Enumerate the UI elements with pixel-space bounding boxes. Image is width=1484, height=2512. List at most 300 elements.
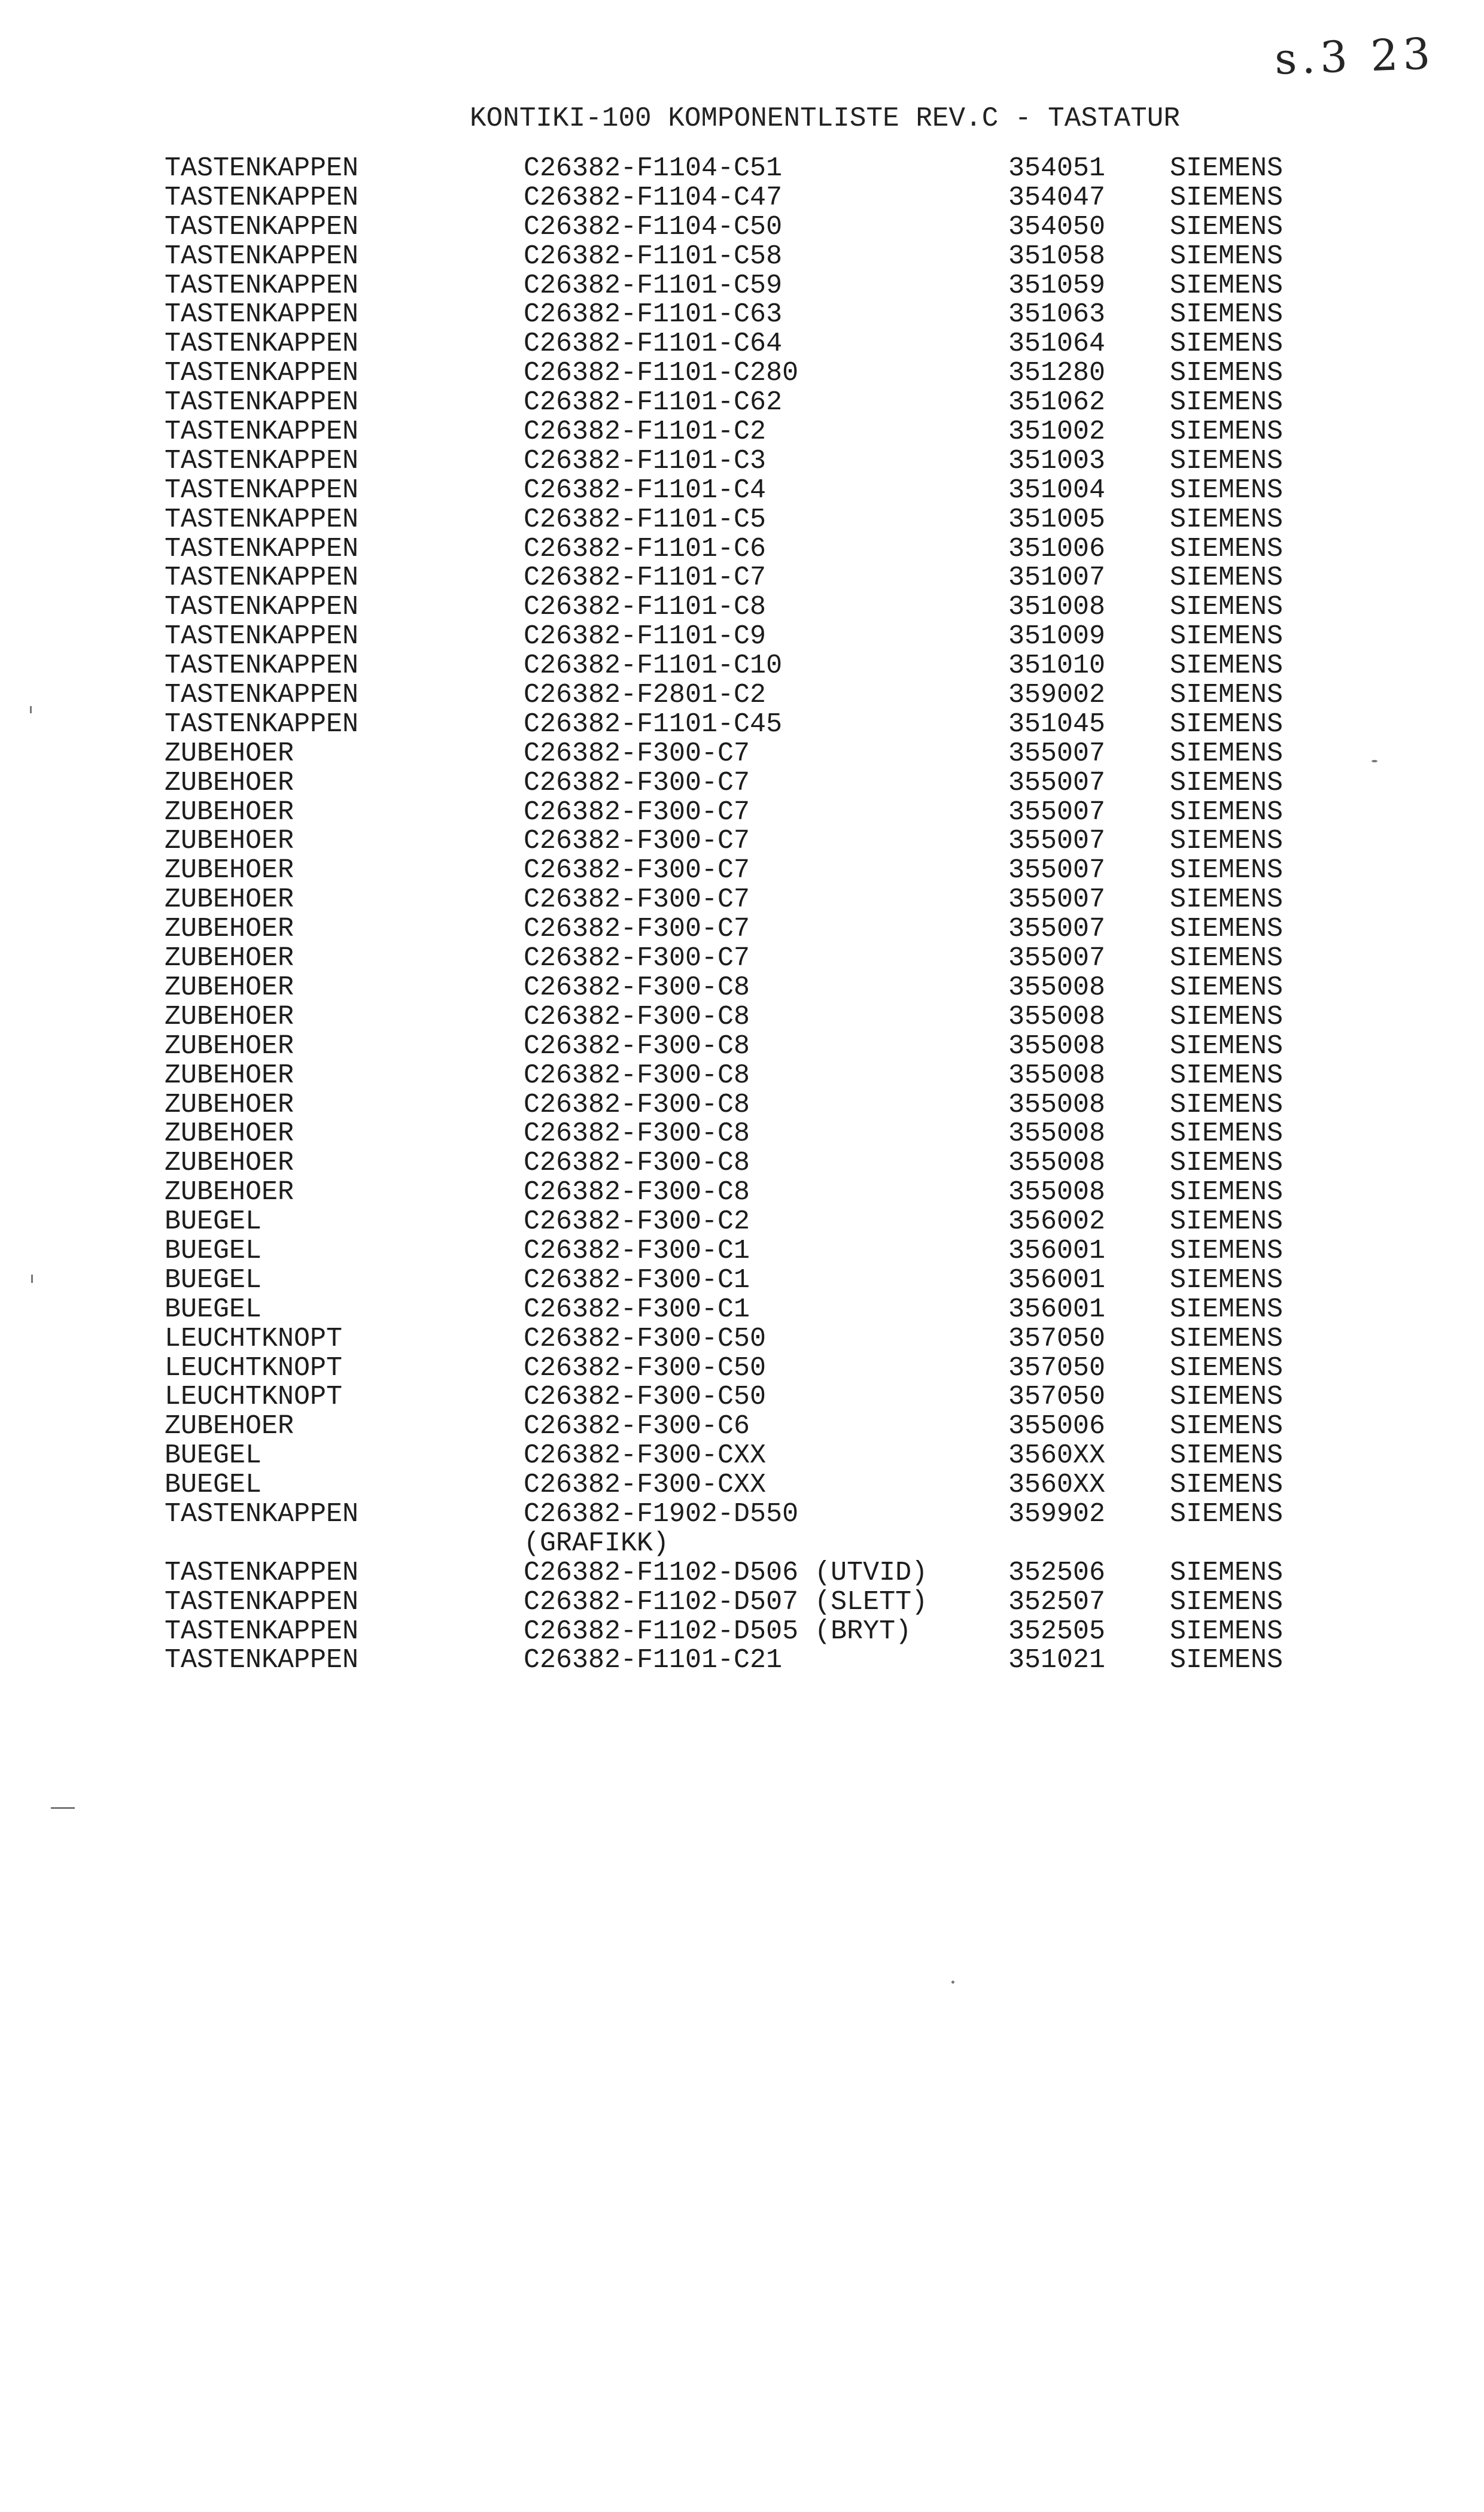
- table-row: [165, 1354, 1331, 1383]
- part-number: C26382-F1101-C5: [524, 504, 767, 535]
- table-row: [165, 1178, 1331, 1208]
- description-cell: TASTENKAPPEN: [165, 650, 359, 682]
- description-cell: TASTENKAPPEN: [165, 592, 359, 623]
- stock-number-cell: 355008: [1008, 1118, 1106, 1149]
- supplier-cell: SIEMENS: [1170, 1586, 1284, 1617]
- description-cell: ZUBEHOER: [165, 1411, 294, 1442]
- table-row: [165, 1471, 1331, 1500]
- part-number-cell: [524, 856, 750, 886]
- supplier-cell: SIEMENS: [1170, 972, 1284, 1003]
- part-number: C26382-F300-C7: [524, 767, 750, 798]
- table-row: [165, 154, 1331, 184]
- supplier-cell: SIEMENS: [1170, 855, 1284, 886]
- part-number: C26382-F300-CXX: [524, 1470, 767, 1501]
- part-number-cell: [524, 1383, 766, 1412]
- scan-speck: [31, 1275, 33, 1283]
- description-cell: TASTENKAPPEN: [165, 182, 359, 213]
- part-number-cell: [524, 184, 782, 213]
- part-number: C26382-F300-C1: [524, 1264, 750, 1295]
- table-row: [165, 827, 1331, 856]
- description-cell: TASTENKAPPEN: [165, 299, 359, 330]
- table-row: [165, 1062, 1331, 1091]
- description-cell: ZUBEHOER: [165, 1177, 294, 1208]
- part-number-cell: [524, 1032, 750, 1062]
- part-number: C26382-F1102-D505 (BRYT): [524, 1616, 912, 1647]
- part-number-cell: [524, 1441, 766, 1471]
- part-number: C26382-F300-C7: [524, 914, 750, 945]
- part-number-cell: [524, 915, 750, 944]
- stock-number-cell: 355007: [1008, 738, 1106, 769]
- supplier-cell: SIEMENS: [1170, 1616, 1284, 1647]
- part-number-cell: [524, 213, 782, 242]
- supplier-cell: SIEMENS: [1170, 1294, 1284, 1325]
- part-number-cell: [524, 1062, 750, 1091]
- description-cell: BUEGEL: [165, 1235, 262, 1266]
- supplier-cell: SIEMENS: [1170, 1411, 1284, 1442]
- description-cell: BUEGEL: [165, 1294, 262, 1325]
- supplier-cell: SIEMENS: [1170, 914, 1284, 945]
- stock-number-cell: 351004: [1008, 475, 1106, 506]
- part-number: C26382-F300-C7: [524, 826, 750, 857]
- part-number: C26382-F300-C50: [524, 1382, 767, 1413]
- table-row: [165, 1237, 1331, 1266]
- stock-number-cell: 3560XX: [1008, 1470, 1106, 1501]
- part-number: C26382-F300-C7: [524, 943, 750, 974]
- stock-number-cell: 355008: [1008, 1148, 1106, 1179]
- table-row: [165, 359, 1331, 388]
- part-number-cell: [524, 154, 782, 184]
- part-number: C26382-F2801-C2: [524, 680, 767, 711]
- description-cell: TASTENKAPPEN: [165, 416, 359, 448]
- stock-number-cell: 352505: [1008, 1616, 1106, 1647]
- part-number-cell: [524, 798, 750, 828]
- supplier-cell: SIEMENS: [1170, 153, 1284, 184]
- description-cell: TASTENKAPPEN: [165, 445, 359, 476]
- supplier-cell: SIEMENS: [1170, 1118, 1284, 1149]
- part-number-cell: [524, 1617, 911, 1647]
- part-number: C26382-F300-C8: [524, 1118, 750, 1149]
- table-row: [165, 330, 1331, 359]
- stock-number-cell: 355007: [1008, 767, 1106, 798]
- part-number-cell: [524, 506, 766, 535]
- description-cell: TASTENKAPPEN: [165, 533, 359, 564]
- supplier-cell: SIEMENS: [1170, 796, 1284, 828]
- description-cell: TASTENKAPPEN: [165, 708, 359, 740]
- stock-number-cell: 359002: [1008, 680, 1106, 711]
- description-cell: ZUBEHOER: [165, 914, 294, 945]
- part-number-cell: [524, 1325, 766, 1354]
- description-cell: LEUCHTKNOPT: [165, 1382, 343, 1413]
- description-cell: ZUBEHOER: [165, 943, 294, 974]
- description-cell: TASTENKAPPEN: [165, 621, 359, 652]
- table-row: [165, 447, 1331, 476]
- table-row: [165, 184, 1331, 213]
- supplier-cell: SIEMENS: [1170, 1030, 1284, 1062]
- part-number: C26382-F1101-C21: [524, 1645, 783, 1676]
- description-cell: TASTENKAPPEN: [165, 1498, 359, 1529]
- stock-number-cell: 356001: [1008, 1235, 1106, 1266]
- part-number-cell: [524, 418, 766, 447]
- part-number-cell: [524, 827, 750, 856]
- part-number: C26382-F1101-C6: [524, 533, 767, 564]
- table-row: [165, 1149, 1331, 1178]
- stock-number-cell: 351063: [1008, 299, 1106, 330]
- table-row: [165, 242, 1331, 272]
- table-row: [165, 272, 1331, 301]
- table-row: [165, 388, 1331, 418]
- supplier-cell: SIEMENS: [1170, 445, 1284, 476]
- part-number-cell: [524, 1559, 928, 1588]
- table-row: [165, 1588, 1331, 1617]
- supplier-cell: SIEMENS: [1170, 211, 1284, 242]
- part-number: C26382-F300-C8: [524, 1089, 750, 1120]
- table-row: [165, 1412, 1331, 1441]
- stock-number-cell: 351006: [1008, 533, 1106, 564]
- part-number: C26382-F300-C7: [524, 884, 750, 916]
- table-row: [165, 418, 1331, 447]
- supplier-cell: SIEMENS: [1170, 1645, 1284, 1676]
- scan-speck: [1372, 760, 1377, 762]
- part-number: C26382-F1101-C59: [524, 270, 783, 301]
- description-cell: ZUBEHOER: [165, 1060, 294, 1091]
- description-cell: ZUBEHOER: [165, 738, 294, 769]
- part-number: C26382-F1101-C2: [524, 416, 767, 448]
- supplier-cell: SIEMENS: [1170, 241, 1284, 272]
- stock-number-cell: 351059: [1008, 270, 1106, 301]
- description-cell: BUEGEL: [165, 1206, 262, 1237]
- table-row: [165, 213, 1331, 242]
- part-number: C26382-F300-C8: [524, 1030, 750, 1062]
- part-number: C26382-F300-CXX: [524, 1440, 767, 1471]
- part-number: C26382-F300-C6: [524, 1411, 750, 1442]
- table-row: [165, 593, 1331, 622]
- table-row: [165, 798, 1331, 828]
- stock-number-cell: 355008: [1008, 1060, 1106, 1091]
- part-number: C26382-F300-C2: [524, 1206, 750, 1237]
- table-row: [165, 1295, 1331, 1325]
- table-row: [165, 1208, 1331, 1237]
- supplier-cell: SIEMENS: [1170, 1557, 1284, 1588]
- description-cell: TASTENKAPPEN: [165, 562, 359, 594]
- supplier-cell: SIEMENS: [1170, 1352, 1284, 1383]
- table-row: [165, 944, 1331, 974]
- supplier-cell: SIEMENS: [1170, 1323, 1284, 1354]
- supplier-cell: SIEMENS: [1170, 1001, 1284, 1032]
- stock-number-cell: 355008: [1008, 1001, 1106, 1032]
- stock-number-cell: 354047: [1008, 182, 1106, 213]
- parts-table: [165, 154, 1331, 1675]
- part-number-cell: [524, 1149, 750, 1178]
- part-number-cell: [524, 1091, 750, 1120]
- table-row: [165, 476, 1331, 506]
- description-cell: ZUBEHOER: [165, 767, 294, 798]
- table-row: [165, 856, 1331, 886]
- stock-number-cell: 355007: [1008, 943, 1106, 974]
- table-row: [165, 1032, 1331, 1062]
- stock-number-cell: 355007: [1008, 914, 1106, 945]
- part-number-cell: [524, 886, 750, 915]
- table-row: [165, 1003, 1331, 1032]
- description-cell: TASTENKAPPEN: [165, 153, 359, 184]
- supplier-cell: SIEMENS: [1170, 826, 1284, 857]
- part-number: C26382-F1101-C63: [524, 299, 783, 330]
- supplier-cell: SIEMENS: [1170, 621, 1284, 652]
- supplier-cell: SIEMENS: [1170, 943, 1284, 974]
- part-number: C26382-F1104-C51: [524, 153, 783, 184]
- part-number: C26382-F1101-C64: [524, 329, 783, 360]
- part-number: C26382-F300-C7: [524, 796, 750, 828]
- part-number-cell: [524, 1178, 750, 1208]
- stock-number-cell: 355007: [1008, 826, 1106, 857]
- description-cell: TASTENKAPPEN: [165, 1557, 359, 1588]
- description-cell: ZUBEHOER: [165, 1118, 294, 1149]
- stock-number-cell: 354051: [1008, 153, 1106, 184]
- description-cell: ZUBEHOER: [165, 826, 294, 857]
- table-row: [165, 1646, 1331, 1675]
- part-number-cell: [524, 1471, 766, 1500]
- part-number: C26382-F1101-C9: [524, 621, 767, 652]
- part-number-note: (GRAFIKK): [524, 1528, 670, 1559]
- part-number-cell: [524, 652, 782, 681]
- description-cell: TASTENKAPPEN: [165, 1586, 359, 1617]
- part-number-cell: [524, 1412, 750, 1441]
- stock-number-cell: 355007: [1008, 796, 1106, 828]
- supplier-cell: SIEMENS: [1170, 270, 1284, 301]
- table-row: [165, 710, 1331, 740]
- supplier-cell: SIEMENS: [1170, 1148, 1284, 1179]
- part-number: C26382-F300-C7: [524, 855, 750, 886]
- stock-number-cell: 355008: [1008, 1030, 1106, 1062]
- supplier-cell: SIEMENS: [1170, 329, 1284, 360]
- part-number-cell: [524, 535, 766, 564]
- supplier-cell: SIEMENS: [1170, 562, 1284, 594]
- table-row: [165, 1091, 1331, 1120]
- part-number: C26382-F1102-D506 (UTVID): [524, 1557, 928, 1588]
- stock-number-cell: 351062: [1008, 387, 1106, 418]
- part-number-cell: [524, 769, 750, 798]
- stock-number-cell: 354050: [1008, 211, 1106, 242]
- part-number-cell: [524, 1500, 798, 1559]
- part-number: C26382-F1104-C50: [524, 211, 783, 242]
- description-cell: TASTENKAPPEN: [165, 680, 359, 711]
- supplier-cell: SIEMENS: [1170, 1235, 1284, 1266]
- table-row: [165, 300, 1331, 330]
- part-number-cell: [524, 974, 750, 1003]
- table-row: [165, 506, 1331, 535]
- supplier-cell: SIEMENS: [1170, 592, 1284, 623]
- description-cell: ZUBEHOER: [165, 972, 294, 1003]
- part-number-cell: [524, 1003, 750, 1032]
- description-cell: ZUBEHOER: [165, 1030, 294, 1062]
- description-cell: TASTENKAPPEN: [165, 270, 359, 301]
- part-number: C26382-F300-C1: [524, 1235, 750, 1266]
- table-row: [165, 535, 1331, 564]
- stock-number-cell: 351007: [1008, 562, 1106, 594]
- stock-number-cell: 352507: [1008, 1586, 1106, 1617]
- stock-number-cell: 351005: [1008, 504, 1106, 535]
- part-number: C26382-F1101-C8: [524, 592, 767, 623]
- stock-number-cell: 351280: [1008, 358, 1106, 389]
- table-row: [165, 1325, 1331, 1354]
- supplier-cell: SIEMENS: [1170, 1177, 1284, 1208]
- stock-number-cell: 355008: [1008, 1177, 1106, 1208]
- part-number: C26382-F300-C8: [524, 1177, 750, 1208]
- description-cell: ZUBEHOER: [165, 1001, 294, 1032]
- description-cell: TASTENKAPPEN: [165, 1616, 359, 1647]
- part-number-cell: [524, 242, 782, 272]
- table-row: [165, 740, 1331, 769]
- part-number-cell: [524, 944, 750, 974]
- stock-number-cell: 355007: [1008, 855, 1106, 886]
- stock-number-cell: 351064: [1008, 329, 1106, 360]
- supplier-cell: SIEMENS: [1170, 708, 1284, 740]
- table-row: [165, 1617, 1331, 1647]
- part-number: C26382-F1101-C58: [524, 241, 783, 272]
- table-row: [165, 1559, 1331, 1588]
- part-number-cell: [524, 476, 766, 506]
- description-cell: LEUCHTKNOPT: [165, 1323, 343, 1354]
- description-cell: ZUBEHOER: [165, 884, 294, 916]
- stock-number-cell: 351045: [1008, 708, 1106, 740]
- part-number-cell: [524, 1208, 750, 1237]
- page-number: s.3 23: [1273, 28, 1436, 84]
- supplier-cell: SIEMENS: [1170, 680, 1284, 711]
- table-row: [165, 564, 1331, 593]
- supplier-cell: SIEMENS: [1170, 299, 1284, 330]
- part-number: C26382-F300-C50: [524, 1323, 767, 1354]
- stock-number-cell: 357050: [1008, 1323, 1106, 1354]
- part-number: C26382-F300-C7: [524, 738, 750, 769]
- description-cell: TASTENKAPPEN: [165, 1645, 359, 1676]
- description-cell: BUEGEL: [165, 1470, 262, 1501]
- table-row: [165, 1266, 1331, 1295]
- stock-number-cell: 355007: [1008, 884, 1106, 916]
- part-number: C26382-F300-C8: [524, 972, 750, 1003]
- scan-speck: [30, 706, 32, 713]
- part-number-cell: [524, 740, 750, 769]
- stock-number-cell: 352506: [1008, 1557, 1106, 1588]
- supplier-cell: SIEMENS: [1170, 416, 1284, 448]
- part-number-cell: [524, 564, 766, 593]
- stock-number-cell: 351010: [1008, 650, 1106, 682]
- description-cell: TASTENKAPPEN: [165, 241, 359, 272]
- description-cell: BUEGEL: [165, 1440, 262, 1471]
- table-row: [165, 886, 1331, 915]
- description-cell: TASTENKAPPEN: [165, 387, 359, 418]
- part-number: C26382-F1101-C7: [524, 562, 767, 594]
- stock-number-cell: 355008: [1008, 1089, 1106, 1120]
- supplier-cell: SIEMENS: [1170, 358, 1284, 389]
- supplier-cell: SIEMENS: [1170, 767, 1284, 798]
- stock-number-cell: 351021: [1008, 1645, 1106, 1676]
- part-number: C26382-F300-C8: [524, 1001, 750, 1032]
- supplier-cell: SIEMENS: [1170, 1264, 1284, 1295]
- stock-number-cell: 356001: [1008, 1264, 1106, 1295]
- stock-number-cell: 357050: [1008, 1352, 1106, 1383]
- table-row: [165, 1383, 1331, 1412]
- description-cell: TASTENKAPPEN: [165, 329, 359, 360]
- stock-number-cell: 351003: [1008, 445, 1106, 476]
- scan-speck: [51, 1807, 75, 1809]
- part-number: C26382-F300-C8: [524, 1060, 750, 1091]
- description-cell: TASTENKAPPEN: [165, 504, 359, 535]
- part-number: C26382-F1101-C10: [524, 650, 783, 682]
- part-number-cell: [524, 388, 782, 418]
- part-number-cell: [524, 1120, 750, 1149]
- part-number-cell: [524, 1237, 750, 1266]
- table-row: [165, 1500, 1331, 1559]
- stock-number-cell: 351058: [1008, 241, 1106, 272]
- supplier-cell: SIEMENS: [1170, 1089, 1284, 1120]
- supplier-cell: SIEMENS: [1170, 182, 1284, 213]
- description-cell: ZUBEHOER: [165, 796, 294, 828]
- supplier-cell: SIEMENS: [1170, 1440, 1284, 1471]
- stock-number-cell: 3560XX: [1008, 1440, 1106, 1471]
- part-number-cell: [524, 1295, 750, 1325]
- supplier-cell: SIEMENS: [1170, 533, 1284, 564]
- part-number-cell: [524, 272, 782, 301]
- part-number-cell: [524, 593, 766, 622]
- description-cell: BUEGEL: [165, 1264, 262, 1295]
- part-number: C26382-F1101-C280: [524, 358, 799, 389]
- supplier-cell: SIEMENS: [1170, 884, 1284, 916]
- part-number: C26382-F300-C1: [524, 1294, 750, 1325]
- stock-number-cell: 359902: [1008, 1498, 1106, 1529]
- table-row: [165, 681, 1331, 710]
- part-number-cell: [524, 1646, 782, 1675]
- part-number-cell: [524, 447, 766, 476]
- description-cell: LEUCHTKNOPT: [165, 1352, 343, 1383]
- part-number-cell: [524, 681, 766, 710]
- stock-number-cell: 356001: [1008, 1294, 1106, 1325]
- part-number: C26382-F1102-D507 (SLETT): [524, 1586, 928, 1617]
- supplier-cell: SIEMENS: [1170, 1060, 1284, 1091]
- part-number-cell: [524, 1354, 766, 1383]
- table-row: [165, 652, 1331, 681]
- table-row: [165, 915, 1331, 944]
- part-number-cell: [524, 1266, 750, 1295]
- part-number-cell: [524, 359, 798, 388]
- table-row: [165, 622, 1331, 652]
- part-number-cell: [524, 330, 782, 359]
- supplier-cell: SIEMENS: [1170, 475, 1284, 506]
- description-cell: ZUBEHOER: [165, 1089, 294, 1120]
- stock-number-cell: 357050: [1008, 1382, 1106, 1413]
- stock-number-cell: 351002: [1008, 416, 1106, 448]
- description-cell: ZUBEHOER: [165, 855, 294, 886]
- page-title: KONTIKI-100 KOMPONENTLISTE REV.C - TASTATUR: [470, 103, 1180, 134]
- table-row: [165, 1120, 1331, 1149]
- part-number: C26382-F1101-C3: [524, 445, 767, 476]
- table-row: [165, 769, 1331, 798]
- supplier-cell: SIEMENS: [1170, 1470, 1284, 1501]
- supplier-cell: SIEMENS: [1170, 738, 1284, 769]
- supplier-cell: SIEMENS: [1170, 504, 1284, 535]
- part-number: C26382-F300-C8: [524, 1148, 750, 1179]
- part-number-cell: [524, 1588, 928, 1617]
- part-number: C26382-F1101-C4: [524, 475, 767, 506]
- part-number: C26382-F1101-C62: [524, 387, 783, 418]
- stock-number-cell: 351009: [1008, 621, 1106, 652]
- scan-speck: [951, 1981, 954, 1984]
- stock-number-cell: 356002: [1008, 1206, 1106, 1237]
- description-cell: TASTENKAPPEN: [165, 211, 359, 242]
- description-cell: TASTENKAPPEN: [165, 358, 359, 389]
- supplier-cell: SIEMENS: [1170, 1206, 1284, 1237]
- stock-number-cell: 355006: [1008, 1411, 1106, 1442]
- supplier-cell: SIEMENS: [1170, 1498, 1284, 1529]
- supplier-cell: SIEMENS: [1170, 650, 1284, 682]
